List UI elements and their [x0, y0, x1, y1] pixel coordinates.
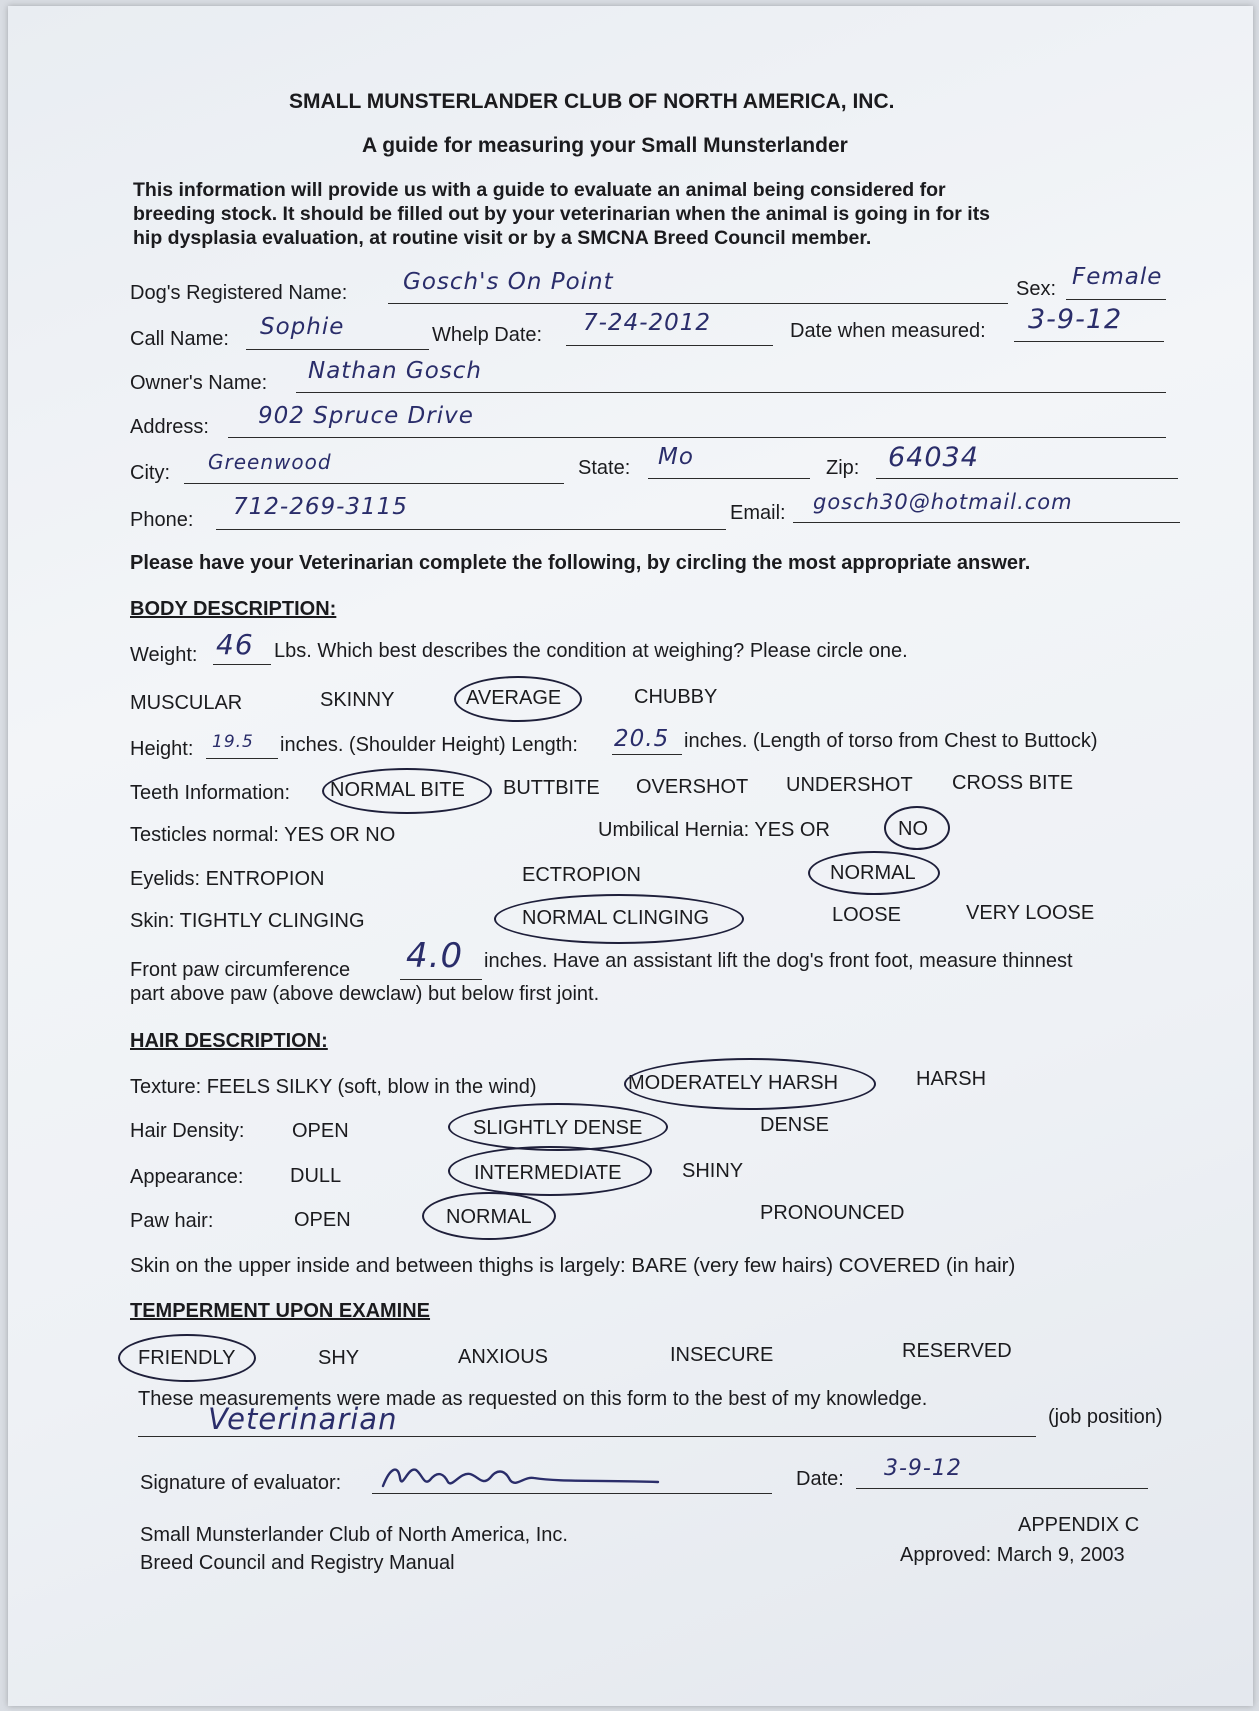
option-reserved[interactable]: RESERVED	[902, 1340, 1012, 1362]
vet-instruction: Please have your Veterinarian complete the following, by circling the most appropriate answer.	[130, 552, 1031, 574]
call-name-value[interactable]: Sophie	[260, 314, 345, 340]
registered-name-value[interactable]: Gosch's On Point	[403, 269, 614, 295]
form-sheet	[8, 6, 1253, 1706]
email-label: Email:	[730, 502, 786, 524]
sex-value[interactable]: Female	[1072, 264, 1163, 290]
option-dense[interactable]: DENSE	[760, 1114, 829, 1136]
option-dull[interactable]: DULL	[290, 1165, 342, 1187]
option-density-open[interactable]: OPEN	[292, 1120, 349, 1142]
state-line	[648, 478, 810, 479]
paw-circumference-value[interactable]: 4.0	[406, 936, 464, 976]
owner-name-line	[296, 392, 1166, 393]
paw-instruction-1: inches. Have an assistant lift the dog's front foot, measure thinnest	[484, 950, 1073, 972]
date-measured-value[interactable]: 3-9-12	[1028, 304, 1123, 335]
option-harsh[interactable]: HARSH	[916, 1068, 987, 1090]
option-eyelids-normal[interactable]: NORMAL	[830, 862, 916, 884]
option-normal-clinging[interactable]: NORMAL CLINGING	[522, 907, 710, 929]
paw-hair-label: Paw hair:	[130, 1210, 214, 1232]
org-title: SMALL MUNSTERLANDER CLUB OF NORTH AMERICA, INC.	[289, 90, 895, 113]
option-intermediate[interactable]: INTERMEDIATE	[474, 1162, 622, 1184]
registered-name-label: Dog's Registered Name:	[130, 282, 348, 304]
registered-name-line	[388, 303, 1008, 304]
height-value[interactable]: 19.5	[212, 732, 254, 752]
option-loose[interactable]: LOOSE	[832, 904, 901, 926]
option-normal-bite[interactable]: NORMAL BITE	[330, 779, 465, 801]
body-description-heading: BODY DESCRIPTION:	[130, 598, 337, 620]
zip-value[interactable]: 64034	[888, 442, 979, 473]
eyelids-label: Eyelids: ENTROPION	[130, 868, 325, 890]
phone-line	[216, 529, 726, 530]
appearance-label: Appearance:	[130, 1166, 244, 1188]
address-line	[228, 437, 1166, 438]
hair-description-heading: HAIR DESCRIPTION:	[130, 1030, 328, 1052]
weight-label: Weight:	[130, 644, 198, 666]
option-skinny[interactable]: SKINNY	[320, 689, 395, 711]
call-name-line	[246, 349, 429, 350]
option-buttbite[interactable]: BUTTBITE	[503, 777, 600, 799]
call-name-label: Call Name:	[130, 328, 229, 350]
length-description: inches. (Length of torso from Chest to Buttock)	[684, 730, 1098, 752]
job-position-value[interactable]: Veterinarian	[208, 1402, 398, 1436]
date-measured-label: Date when measured:	[790, 320, 986, 342]
teeth-label: Teeth Information:	[130, 782, 291, 804]
sex-label: Sex:	[1016, 278, 1057, 300]
job-position-line	[138, 1436, 1036, 1437]
length-value[interactable]: 20.5	[614, 726, 670, 752]
option-insecure[interactable]: INSECURE	[670, 1344, 774, 1366]
state-label: State:	[578, 457, 631, 479]
option-anxious[interactable]: ANXIOUS	[458, 1346, 549, 1368]
temperament-heading: TEMPERMENT UPON EXAMINE	[130, 1300, 431, 1322]
city-label: City:	[130, 462, 170, 484]
texture-label: Texture: FEELS SILKY (soft, blow in the wind)	[130, 1076, 537, 1098]
option-friendly[interactable]: FRIENDLY	[138, 1347, 236, 1369]
option-overshot[interactable]: OVERSHOT	[636, 776, 749, 798]
weight-value[interactable]: 46	[216, 628, 254, 661]
option-pawhair-normal[interactable]: NORMAL	[446, 1206, 532, 1228]
email-value[interactable]: gosch30@hotmail.com	[813, 490, 1073, 514]
hair-density-label: Hair Density:	[130, 1120, 245, 1142]
paw-circumference-label: Front paw circumference	[130, 959, 351, 981]
zip-label: Zip:	[826, 457, 860, 479]
option-pawhair-open[interactable]: OPEN	[294, 1209, 351, 1231]
weight-line	[213, 664, 271, 665]
statement-text: These measurements were made as requested on this form to the best of my knowledge.	[138, 1388, 928, 1410]
option-cross-bite[interactable]: CROSS BITE	[952, 772, 1074, 794]
footer-appendix: APPENDIX C	[1018, 1514, 1140, 1536]
signature-mark[interactable]	[378, 1456, 668, 1496]
intro-line-2: breeding stock. It should be filled out by your veterinarian when the animal is going in for its	[133, 203, 991, 225]
option-muscular[interactable]: MUSCULAR	[130, 692, 243, 714]
email-line	[793, 522, 1180, 523]
option-chubby[interactable]: CHUBBY	[634, 686, 718, 708]
phone-label: Phone:	[130, 509, 194, 531]
option-hernia-no[interactable]: NO	[898, 818, 928, 840]
form-subtitle: A guide for measuring your Small Munsterlander	[362, 134, 848, 157]
paw-instruction-2: part above paw (above dewclaw) but below first joint.	[130, 983, 600, 1005]
testicles-normal: Testicles normal: YES OR NO	[130, 824, 396, 846]
option-shiny[interactable]: SHINY	[682, 1160, 744, 1182]
option-ectropion[interactable]: ECTROPION	[522, 864, 641, 886]
thighs-statement: Skin on the upper inside and between thighs is largely: BARE (very few hairs) COVERED (in hair)	[130, 1254, 1016, 1277]
option-average[interactable]: AVERAGE	[466, 687, 562, 709]
date-label: Date:	[796, 1468, 844, 1490]
evaluation-date-value[interactable]: 3-9-12	[884, 1456, 962, 1481]
state-value[interactable]: Mo	[658, 444, 694, 470]
sex-line	[1066, 299, 1166, 300]
zip-line	[876, 478, 1178, 479]
city-value[interactable]: Greenwood	[208, 450, 332, 474]
evaluation-date-line	[856, 1488, 1148, 1489]
option-pronounced[interactable]: PRONOUNCED	[760, 1202, 905, 1224]
option-moderately-harsh[interactable]: MODERATELY HARSH	[628, 1072, 839, 1094]
height-description: inches. (Shoulder Height) Length:	[280, 734, 578, 756]
intro-line-3: hip dysplasia evaluation, at routine visit or by a SMCNA Breed Council member.	[133, 227, 872, 249]
whelp-date-line	[566, 345, 773, 346]
intro-line-1: This information will provide us with a guide to evaluate an animal being considered for	[133, 179, 946, 201]
option-very-loose[interactable]: VERY LOOSE	[966, 902, 1095, 924]
signature-label: Signature of evaluator:	[140, 1472, 342, 1494]
whelp-date-label: Whelp Date:	[432, 324, 543, 346]
address-label: Address:	[130, 416, 209, 438]
paw-circumference-line	[400, 979, 482, 980]
footer-manual-name: Breed Council and Registry Manual	[140, 1552, 455, 1574]
skin-label: Skin: TIGHTLY CLINGING	[130, 910, 365, 932]
footer-approved-date: Approved: March 9, 2003	[900, 1544, 1125, 1566]
owner-name-value[interactable]: Nathan Gosch	[308, 358, 482, 384]
option-undershot[interactable]: UNDERSHOT	[786, 774, 913, 796]
height-label: Height:	[130, 738, 194, 760]
owner-name-label: Owner's Name:	[130, 372, 268, 394]
length-line	[612, 754, 682, 755]
umbilical-hernia-label: Umbilical Hernia: YES OR	[598, 819, 830, 841]
phone-value[interactable]: 712-269-3115	[233, 494, 408, 520]
whelp-date-value[interactable]: 7-24-2012	[583, 310, 712, 336]
address-value[interactable]: 902 Spruce Drive	[258, 403, 474, 429]
job-position-label: (job position)	[1048, 1406, 1163, 1428]
option-shy[interactable]: SHY	[318, 1347, 360, 1369]
date-measured-line	[1014, 341, 1164, 342]
option-slightly-dense[interactable]: SLIGHTLY DENSE	[473, 1117, 643, 1139]
footer-club-name: Small Munsterlander Club of North America, Inc.	[140, 1524, 568, 1546]
weight-question: Lbs. Which best describes the condition at weighing? Please circle one.	[274, 640, 908, 662]
height-line	[206, 758, 278, 759]
city-line	[184, 483, 564, 484]
